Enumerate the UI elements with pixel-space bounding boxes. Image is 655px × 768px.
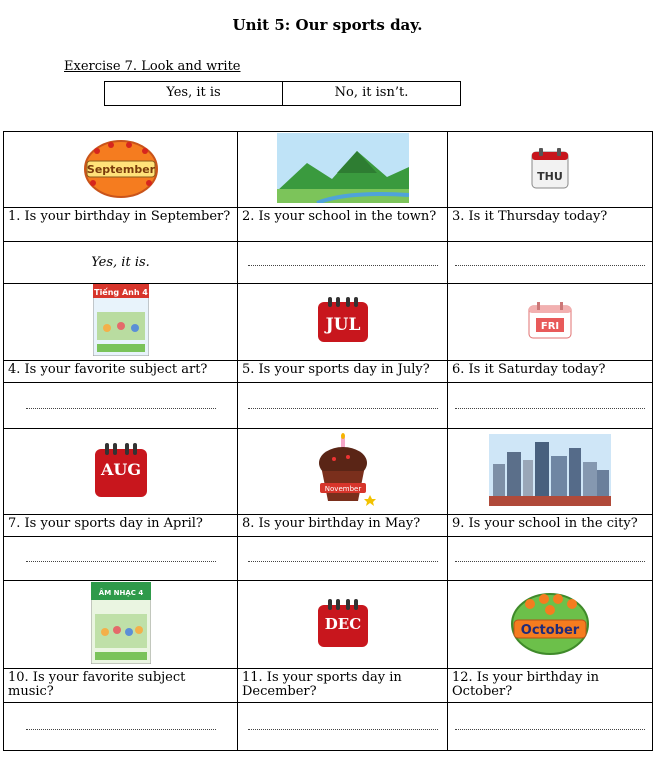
image-cell-6 [448,284,653,361]
answer-7[interactable] [4,537,238,581]
answer-line [455,721,645,730]
question-4: 4. Is your favorite subject art? [4,361,238,383]
music-textbook-icon [91,582,151,664]
answer-1[interactable] [4,242,238,284]
svg-text:FRI: FRI [540,321,560,332]
december-calendar-icon [316,597,370,649]
page-title: Unit 5: Our sports day. [232,16,423,34]
question-12: 12. Is your birthday in October? [448,669,653,703]
answer-5[interactable] [238,383,448,429]
august-calendar-icon [93,441,149,499]
city-skyline-icon [489,434,611,506]
countryside-landscape-icon [277,133,409,203]
answer-4[interactable] [4,383,238,429]
friday-calendar-icon [527,300,573,340]
image-cell-9 [448,429,653,515]
option-yes: Yes, it is [166,85,221,100]
svg-text:September: September [86,162,155,176]
english-textbook-icon [93,284,149,356]
image-cell-11 [238,581,448,669]
image-cell-8 [238,429,448,515]
answer-line [455,257,645,266]
answer-line [26,721,216,730]
answer-line [26,400,216,409]
answer-line [26,553,216,562]
exercise-grid [3,131,653,751]
answer-line [248,257,438,266]
november-cupcake-icon [308,433,378,507]
answer-line [248,553,438,562]
question-3: 3. Is it Thursday today? [448,208,653,242]
answer-10[interactable] [4,703,238,751]
option-no: No, it isn’t. [282,82,460,105]
svg-text:November: November [324,484,361,493]
image-cell-3 [448,132,653,208]
answer-2[interactable] [238,242,448,284]
svg-text:Tiếng Anh 4: Tiếng Anh 4 [93,288,148,297]
october-cake-icon [510,590,590,656]
answer-9[interactable] [448,537,653,581]
image-cell-12 [448,581,653,669]
image-cell-4 [4,284,238,361]
september-cake-icon [83,137,159,199]
answer-11[interactable] [238,703,448,751]
image-cell-1 [4,132,238,208]
svg-text:ÂM NHẠC 4: ÂM NHẠC 4 [98,588,143,597]
question-10: 10. Is your favorite subject music? [4,669,238,703]
thursday-calendar-icon [530,146,570,190]
july-calendar-icon [316,296,370,344]
answer-line [248,400,438,409]
answer-options-box [104,81,461,106]
image-cell-10 [4,581,238,669]
image-cell-5 [238,284,448,361]
question-6: 6. Is it Saturday today? [448,361,653,383]
question-9: 9. Is your school in the city? [448,515,653,537]
question-1: 1. Is your birthday in September? [4,208,238,242]
svg-text:AUG: AUG [100,459,141,479]
answer-1-text: Yes, it is. [91,255,150,270]
question-8: 8. Is your birthday in May? [238,515,448,537]
svg-text:DEC: DEC [324,614,361,633]
answer-line [455,553,645,562]
answer-line [248,721,438,730]
svg-text:THU: THU [537,169,563,183]
question-5: 5. Is your sports day in July? [238,361,448,383]
answer-line [455,400,645,409]
answer-12[interactable] [448,703,653,751]
question-11: 11. Is your sports day in December? [238,669,448,703]
answer-3[interactable] [448,242,653,284]
exercise-heading: Exercise 7. Look and write [64,59,241,74]
image-cell-2 [238,132,448,208]
question-7: 7. Is your sports day in April? [4,515,238,537]
svg-text:JUL: JUL [325,315,360,335]
answer-8[interactable] [238,537,448,581]
image-cell-7 [4,429,238,515]
question-2: 2. Is your school in the town? [238,208,448,242]
svg-text:October: October [520,622,580,638]
answer-6[interactable] [448,383,653,429]
